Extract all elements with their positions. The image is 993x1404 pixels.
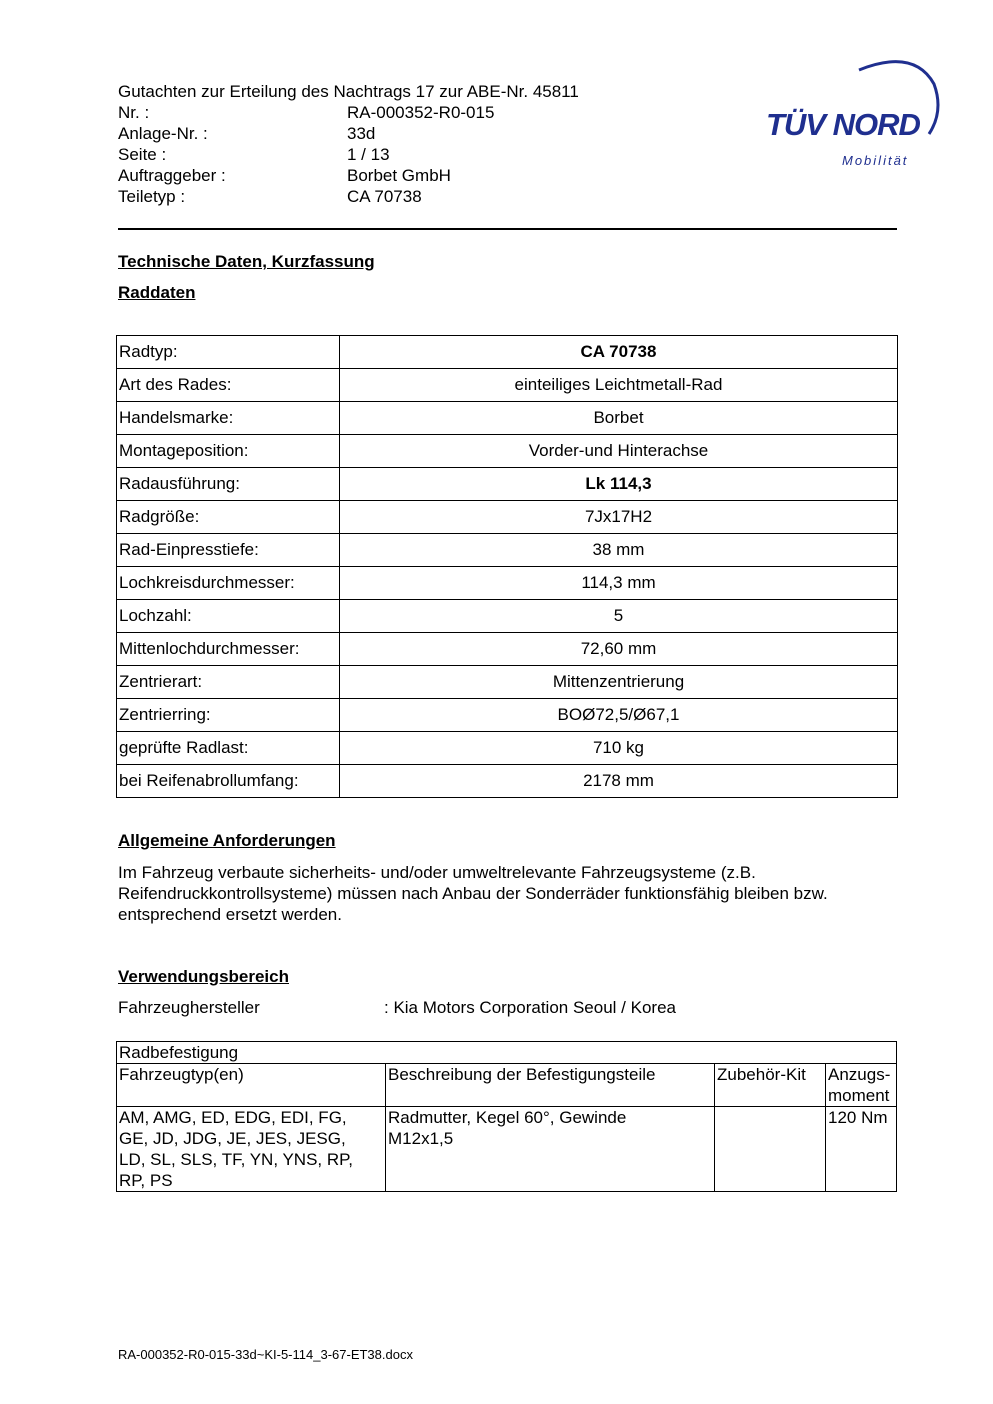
row-label: Radgröße: [117, 501, 340, 534]
header-value: 1 / 13 [347, 145, 390, 164]
row-value: einteiliges Leichtmetall-Rad [340, 369, 898, 402]
fastening-caption: Radbefestigung [117, 1042, 897, 1064]
row-value: 7Jx17H2 [340, 501, 898, 534]
paragraph-line: Reifendruckkontrollsysteme) müssen nach Anbau der Sonderräder funktionsfähig bleiben bzw. [118, 884, 828, 903]
header-label: Seite : [118, 145, 167, 164]
row-value: Vorder-und Hinterachse [340, 435, 898, 468]
header-row-teiletyp [118, 186, 494, 207]
header-row-auftraggeber [118, 165, 494, 186]
table-header-row [117, 1064, 897, 1107]
cell-line: Radmutter, Kegel 60°, Gewinde [388, 1108, 627, 1127]
cell-line: AM, AMG, ED, EDG, EDI, FG, [119, 1108, 347, 1127]
header-info [118, 102, 494, 207]
cell-line: RP, PS [119, 1171, 173, 1190]
row-value: CA 70738 [340, 336, 898, 369]
fastening-table [116, 1041, 897, 1192]
row-value: 72,60 mm [340, 633, 898, 666]
row-label: Lochzahl: [117, 600, 340, 633]
row-value: BOØ72,5/Ø67,1 [340, 699, 898, 732]
manufacturer-line [118, 998, 676, 1018]
tuv-nord-logo [764, 56, 944, 171]
header-kit: Zubehör-Kit [715, 1064, 826, 1107]
row-label: Radtyp: [117, 336, 340, 369]
header-divider [118, 228, 897, 230]
heading-verwendung: Verwendungsbereich [118, 967, 289, 986]
header-label: Teiletyp : [118, 187, 186, 206]
table-row [117, 1107, 897, 1192]
row-value: 5 [340, 600, 898, 633]
kit-cell [715, 1107, 826, 1192]
footer-filename: RA-000352-R0-015-33d~KI-5-114_3-67-ET38.docx [118, 1347, 413, 1362]
row-value: 38 mm [340, 534, 898, 567]
manufacturer-value: : Kia Motors Corporation Seoul / Korea [384, 998, 676, 1017]
manufacturer-label: Fahrzeughersteller [118, 998, 260, 1017]
table-row [117, 468, 898, 501]
header-vehicle-types: Fahrzeugtyp(en) [117, 1064, 386, 1107]
row-value: Mittenzentrierung [340, 666, 898, 699]
table-row [117, 501, 898, 534]
header-torque-line: Anzugs- [828, 1065, 891, 1084]
cell-line: GE, JD, JDG, JE, JES, JESG, [119, 1129, 346, 1148]
vehicle-types-cell [117, 1107, 386, 1192]
row-label: Radausführung: [117, 468, 340, 501]
header-value: 33d [347, 124, 376, 143]
table-row [117, 666, 898, 699]
row-label: Rad-Einpresstiefe: [117, 534, 340, 567]
table-row [117, 765, 898, 798]
report-title: Gutachten zur Erteilung des Nachtrags 17 zur ABE-Nr. 45811 [118, 82, 579, 101]
header-label: Anlage-Nr. : [118, 124, 208, 143]
paragraph-line: entsprechend ersetzt werden. [118, 905, 342, 924]
logo-brand-text: TÜV NORD [766, 107, 920, 142]
header-row-nr [118, 102, 494, 123]
header-label: Auftraggeber : [118, 166, 226, 185]
row-value: Lk 114,3 [340, 468, 898, 501]
row-value: 114,3 mm [340, 567, 898, 600]
table-row [117, 534, 898, 567]
cell-line: LD, SL, SLS, TF, YN, YNS, RP, [119, 1150, 354, 1169]
heading-tech: Technische Daten, Kurzfassung [118, 252, 375, 271]
logo-sub-text: Mobilität [842, 153, 909, 168]
requirements-paragraph [118, 862, 908, 925]
row-value: Borbet [340, 402, 898, 435]
header-value: RA-000352-R0-015 [347, 103, 495, 122]
table-row [117, 600, 898, 633]
table-row [117, 567, 898, 600]
row-label: Zentrierring: [117, 699, 340, 732]
paragraph-line: Im Fahrzeug verbaute sicherheits- und/oder umweltrelevante Fahrzeugsysteme (z.B. [118, 863, 756, 882]
row-value: 710 kg [340, 732, 898, 765]
wheel-data-table [116, 335, 898, 798]
header-row-anlage [118, 123, 494, 144]
table-row [117, 369, 898, 402]
row-label: Handelsmarke: [117, 402, 340, 435]
header-torque-line: moment [828, 1086, 890, 1105]
header-value: Borbet GmbH [347, 166, 451, 185]
table-row [117, 633, 898, 666]
row-label: Mittenlochdurchmesser: [117, 633, 340, 666]
row-label: bei Reifenabrollumfang: [117, 765, 340, 798]
table-row [117, 1042, 897, 1064]
table-row [117, 402, 898, 435]
heading-allgemein: Allgemeine Anforderungen [118, 831, 336, 850]
header-value: CA 70738 [347, 187, 422, 206]
table-row [117, 699, 898, 732]
description-cell [386, 1107, 715, 1192]
row-value: 2178 mm [340, 765, 898, 798]
cell-line: M12x1,5 [388, 1129, 454, 1148]
header-description: Beschreibung der Befestigungsteile [386, 1064, 715, 1107]
header-row-seite [118, 144, 494, 165]
table-row [117, 435, 898, 468]
heading-raddaten: Raddaten [118, 283, 196, 302]
row-label: Montageposition: [117, 435, 340, 468]
table-row [117, 732, 898, 765]
torque-cell: 120 Nm [826, 1107, 897, 1192]
row-label: geprüfte Radlast: [117, 732, 340, 765]
header-label: Nr. : [118, 103, 150, 122]
table-row [117, 336, 898, 369]
row-label: Lochkreisdurchmesser: [117, 567, 340, 600]
row-label: Art des Rades: [117, 369, 340, 402]
header-torque [826, 1064, 897, 1107]
row-label: Zentrierart: [117, 666, 340, 699]
